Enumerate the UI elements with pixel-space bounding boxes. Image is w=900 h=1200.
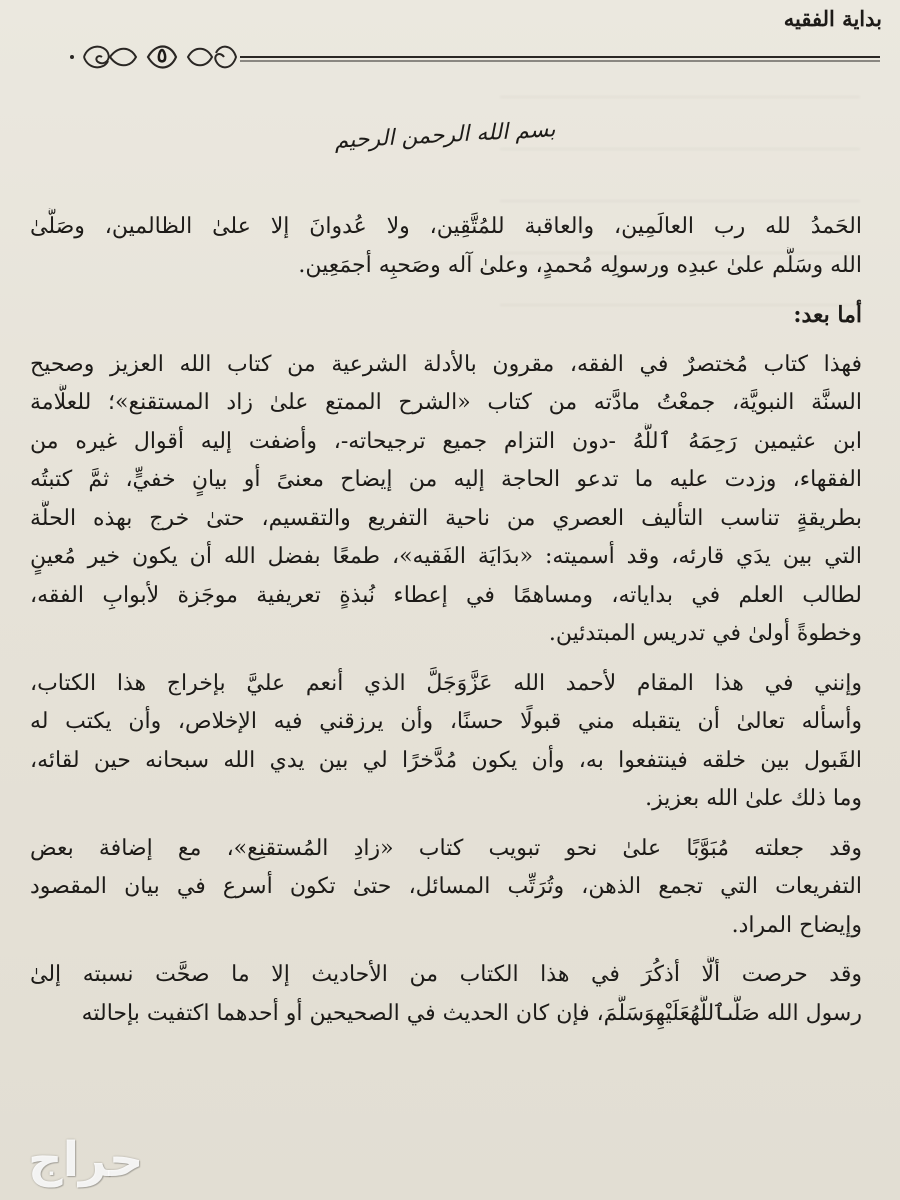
paragraph [30, 208, 862, 285]
text-line: وما ذلك علىٰ الله بعزيز. [645, 786, 862, 811]
paragraph-gap [30, 819, 862, 830]
text-line: وإيضاح المراد. [731, 912, 862, 938]
text-line: الفقهاء، وزدت عليه ما تدعو الحاجة إليه من إيضاح معنىً أو بيانٍ خفيٍّ، ثمَّ كتبتُه [30, 467, 862, 492]
paragraph [30, 346, 862, 654]
paragraph [30, 830, 862, 946]
text-line: الله وسَلَّم علىٰ عبدِه ورسولِه مُحمدٍ، وعلىٰ آله وصَحبِه أجمَعِين. [298, 252, 862, 278]
text-line: رسول الله صَلَّىٱللَّهُعَلَيْهِوَسَلَّمَ، فإن كان الحديث في الصحيحين أو أحدهما اكتفيت بإحالته [81, 1000, 862, 1026]
paragraph [30, 665, 862, 819]
ornament-icon [70, 40, 880, 74]
text-line: وقد جعلته مُبَوَّبًا علىٰ نحو تبويب كتاب «زادِ المُستقنِع»، مع إضافة بعض [30, 835, 862, 861]
text-line: أما بعد: [793, 302, 862, 328]
paragraph-gap [30, 945, 862, 956]
text-line: التي بين يدَي قارئه، وقد أسميته: «بدَايَة الفَقيه»، طمعًا بفضل الله أن يكون خير مُعينٍ [30, 544, 862, 569]
text-line: السنَّة النبويَّة، جمعْتُ مادَّته من كتاب «الشرح الممتع علىٰ زاد المستقنع»؛ للعلَّامة [30, 390, 862, 415]
text-line: لطالب العلم في بداياته، ومساهمًا في إعطاء نُبذةٍ تعريفية موجَزة لأبوابِ الفقه، [30, 582, 862, 608]
text-line: التفريعات التي تجمع الذهن، وتُرَتِّب المسائل، حتىٰ تكون أسرع في بيان المقصود [30, 874, 862, 899]
watermark-logo: حراج [28, 1132, 144, 1188]
text-line: وقد حرصت ألَّا أذكُرَ في هذا الكتاب من الأحاديث إلا ما صحَّت نسبته إلىٰ [30, 962, 862, 987]
basmala-calligraphy: بسم الله الرحمن الرحيم [333, 117, 557, 154]
text-line: وخطوةً أولىٰ في تدريس المبتدئين. [548, 621, 862, 646]
header-ornament-rule [70, 40, 880, 74]
text-line: الحَمدُ لله رب العالَمِين، والعاقبة للمُتَّقِين، ولا عُدوانَ إلا علىٰ الظالمين، وصَلَّىٰ [30, 214, 862, 239]
text-line: بطريقةٍ تناسب التأليف العصري من ناحية التفريع والتقسيم، حتىٰ خرج بهذه الحلَّة [30, 505, 862, 531]
paragraph-gap [30, 285, 862, 296]
section-heading [30, 296, 862, 335]
paragraph-gap [30, 654, 862, 665]
paragraph-gap [30, 335, 862, 346]
text-line: ابن عثيمين رَحِمَهُ ٱللَّهُ -دون التزام جميع ترجيحاته-، وأضفت إليه أقوال غيره من [30, 428, 862, 454]
paragraph [30, 956, 862, 1033]
text-line: وأسأله تعالىٰ أن يتقبله مني قبولًا حسنًا، وأن يرزقني فيه الإخلاص، وأن يكتب له [30, 709, 862, 734]
page-number: ٥ [156, 43, 168, 67]
text-line: القَبول بين خلقه فينتفعوا به، وأن يكون مُدَّخرًا لي بين يدي الله سبحانه حين لقائه، [30, 747, 862, 773]
running-head-title: بداية الفقيه [783, 6, 882, 31]
text-line: فهذا كتاب مُختصرٌ في الفقه، مقرون بالأدلة الشرعية من كتاب الله العزيز وصحيح [30, 351, 862, 377]
body-text [30, 208, 862, 1033]
text-line: وإنني في هذا المقام لأحمد الله عَزَّوَجَلَّ الذي أنعم عليَّ بإخراج هذا الكتاب، [30, 670, 862, 696]
